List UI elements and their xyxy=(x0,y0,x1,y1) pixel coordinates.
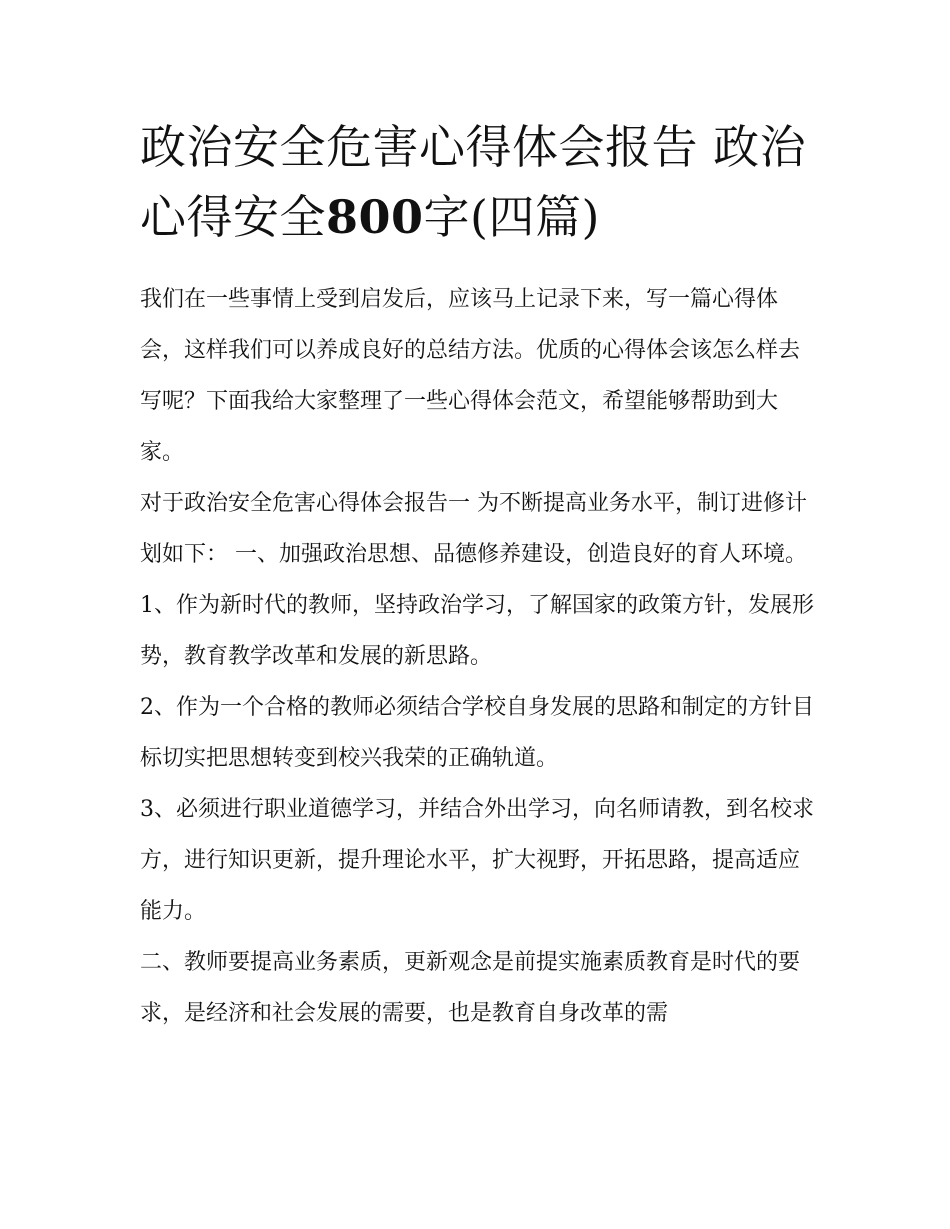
intro-paragraph: 我们在一些事情上受到启发后，应该马上记录下来，写一篇心得体会，这样我们可以养成良好的总结方法。优质的心得体会该怎么样去写呢？下面我给大家整理了一些心得体会范文，希望能够帮助到大家。 xyxy=(140,287,801,465)
title-text-part2: 字(四篇) xyxy=(423,190,600,244)
title-number: 800 xyxy=(326,190,424,244)
title-text-part1: 政治安全危害心得体会报告 政治心得安全 xyxy=(140,120,807,244)
section-two-paragraph: 二、教师要提高业务素质，更新观念是前提实施素质教育是时代的要求，是经济和社会发展的需要，也是教育自身改革的需 xyxy=(140,950,801,1026)
point-1-paragraph: 1、作为新时代的教师，坚持政治学习，了解国家的政策方针，发展形势，教育教学改革和发展的新思路。 xyxy=(140,593,814,669)
document-body xyxy=(140,274,818,1039)
point-3-paragraph: 3、必须进行职业道德学习，并结合外出学习，向名师请教，到名校求方，进行知识更新，提升理论水平，扩大视野，开拓思路，提高适应能力。 xyxy=(140,797,814,924)
point-2-paragraph: 2、作为一个合格的教师必须结合学校自身发展的思路和制定的方针目标切实把思想转变到校兴我荣的正确轨道。 xyxy=(140,695,814,771)
document-page xyxy=(140,112,818,1039)
document-title xyxy=(140,112,818,252)
report-one-paragraph: 对于政治安全危害心得体会报告一 为不断提高业务水平，制订进修计划如下： 一、加强政治思想、品德修养建设，创造良好的育人环境。 xyxy=(140,491,807,567)
